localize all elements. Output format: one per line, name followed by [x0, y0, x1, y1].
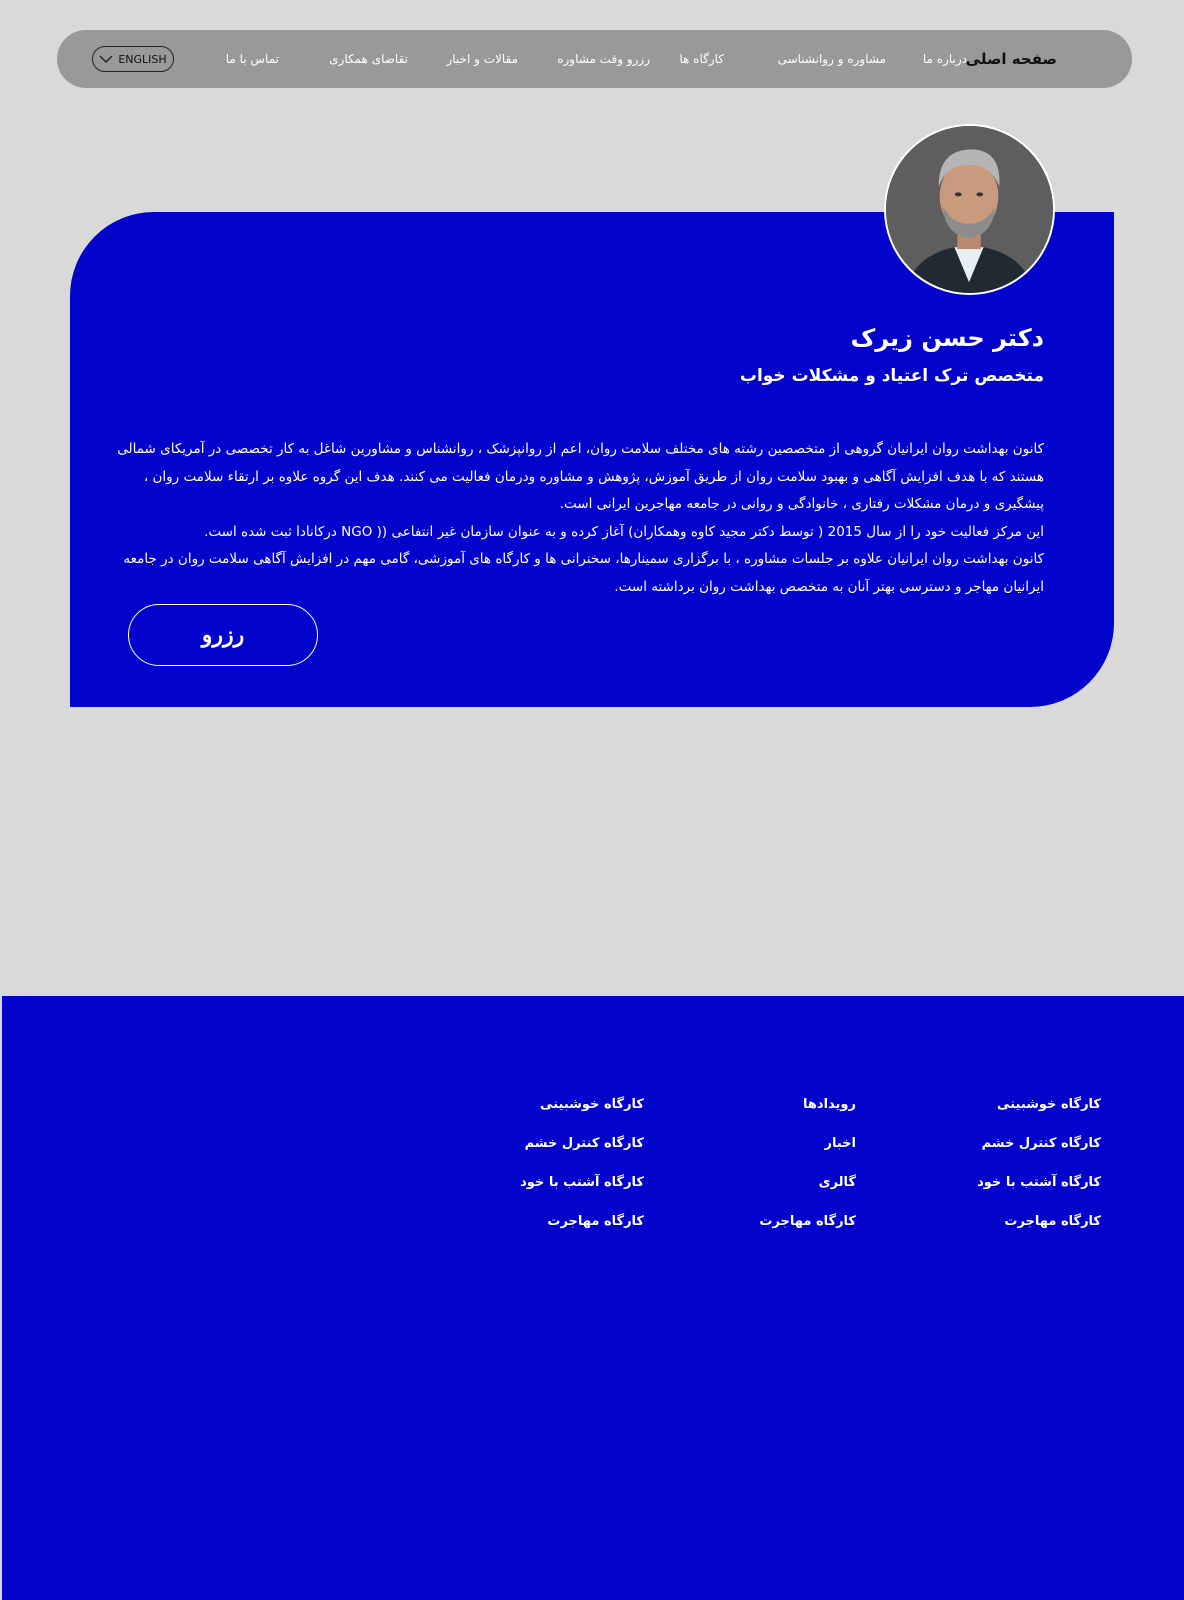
footer-link[interactable]: کارگاه کنترل خشم: [981, 1136, 1101, 1151]
footer-link[interactable]: کارگاه آشتب با خود: [520, 1175, 644, 1190]
footer-link[interactable]: رویدادها: [803, 1097, 856, 1112]
nav-workshops[interactable]: کارگاه ها: [679, 52, 724, 66]
nav-about[interactable]: درباره ما: [922, 52, 967, 66]
bio-line: کانون بهداشت روان ایرانیان علاوه بر جلسات مشاوره ، با برگزاری سمینارها، سخنرانی ها و کارگاه های آموزشی، گامی مهم در افزایش آگاهی سلامت روان در جامعه: [123, 551, 1044, 567]
language-switch-button[interactable]: [92, 46, 174, 72]
footer-link[interactable]: کارگاه آشتب با خود: [977, 1175, 1101, 1190]
footer-link[interactable]: کارگاه مهاجرت: [1004, 1214, 1101, 1229]
footer-link[interactable]: کارگاه کنترل خشم: [524, 1136, 644, 1151]
footer: [2, 996, 1184, 1600]
footer-link[interactable]: کارگاه خوشبینی: [540, 1097, 644, 1112]
nav-cooperation[interactable]: تقاضای همکاری: [329, 52, 408, 66]
reserve-button[interactable]: رزرو: [128, 604, 318, 666]
person-photo-icon: [886, 126, 1053, 293]
bio-line: پیشگیری و درمان مشکلات رفتاری ، خانوادگی و روانی در جامعه مهاجرین ایرانی است.: [559, 496, 1044, 512]
footer-link[interactable]: کارگاه مهاجرت: [547, 1214, 644, 1229]
footer-link[interactable]: کارگاه خوشبینی: [997, 1097, 1101, 1112]
footer-link[interactable]: اخبار: [824, 1136, 856, 1151]
nav-home[interactable]: صفحه اصلی: [965, 50, 1057, 68]
bio-line: هستند که با هدف افزایش آگاهی و بهبود سلامت روان از طریق آموزش، پژوهش و مشاوره ودرمان فعالیت می کنند. هدف این گروه علاوه بر ارتقاء سلامت روان ،: [143, 468, 1044, 485]
nav-counseling[interactable]: مشاوره و روانشناسی: [777, 52, 886, 66]
footer-col-workshops-2: [520, 1096, 644, 1252]
nav-articles[interactable]: مقالات و اخبار: [446, 52, 518, 66]
footer-link[interactable]: کارگاه مهاجرت: [759, 1214, 856, 1229]
doctor-bio: [114, 436, 1044, 601]
bio-line: این مرکز فعالیت خود را از سال 2015 ( توسط دکتر مجید کاوه وهمکاران) آغاز کرده و به عنوان سازمان غیر انتفاعی (( NGO درکانادا ثبت شده است.: [204, 523, 1044, 540]
footer-link[interactable]: گالری: [818, 1175, 856, 1190]
footer-col-workshops: [977, 1096, 1101, 1252]
chevron-down-icon: [99, 55, 113, 64]
footer-col-events: [759, 1096, 856, 1252]
doctor-specialty: متخصص ترک اعتیاد و مشکلات خواب: [739, 366, 1044, 386]
nav-booking[interactable]: رزرو وقت مشاوره: [557, 52, 650, 66]
bio-line: کانون بهداشت روان ایرانیان گروهی از متخصصین رشته های مختلف سلامت روان، اعم از روانپزشک ، روانشناس و مشاورین شاغل به کار تخصصی در آمریکای شمالی: [117, 441, 1044, 457]
language-label: ENGLISH: [118, 52, 167, 66]
bio-line: ایرانیان مهاجر و دسترسی بهتر آنان به متخصص بهداشت روان برداشته است.: [614, 578, 1044, 595]
doctor-avatar: [884, 124, 1055, 295]
main-nav: [57, 30, 1132, 88]
nav-contact[interactable]: تماس با ما: [225, 52, 279, 66]
doctor-name: دکتر حسن زیرک: [850, 324, 1044, 352]
